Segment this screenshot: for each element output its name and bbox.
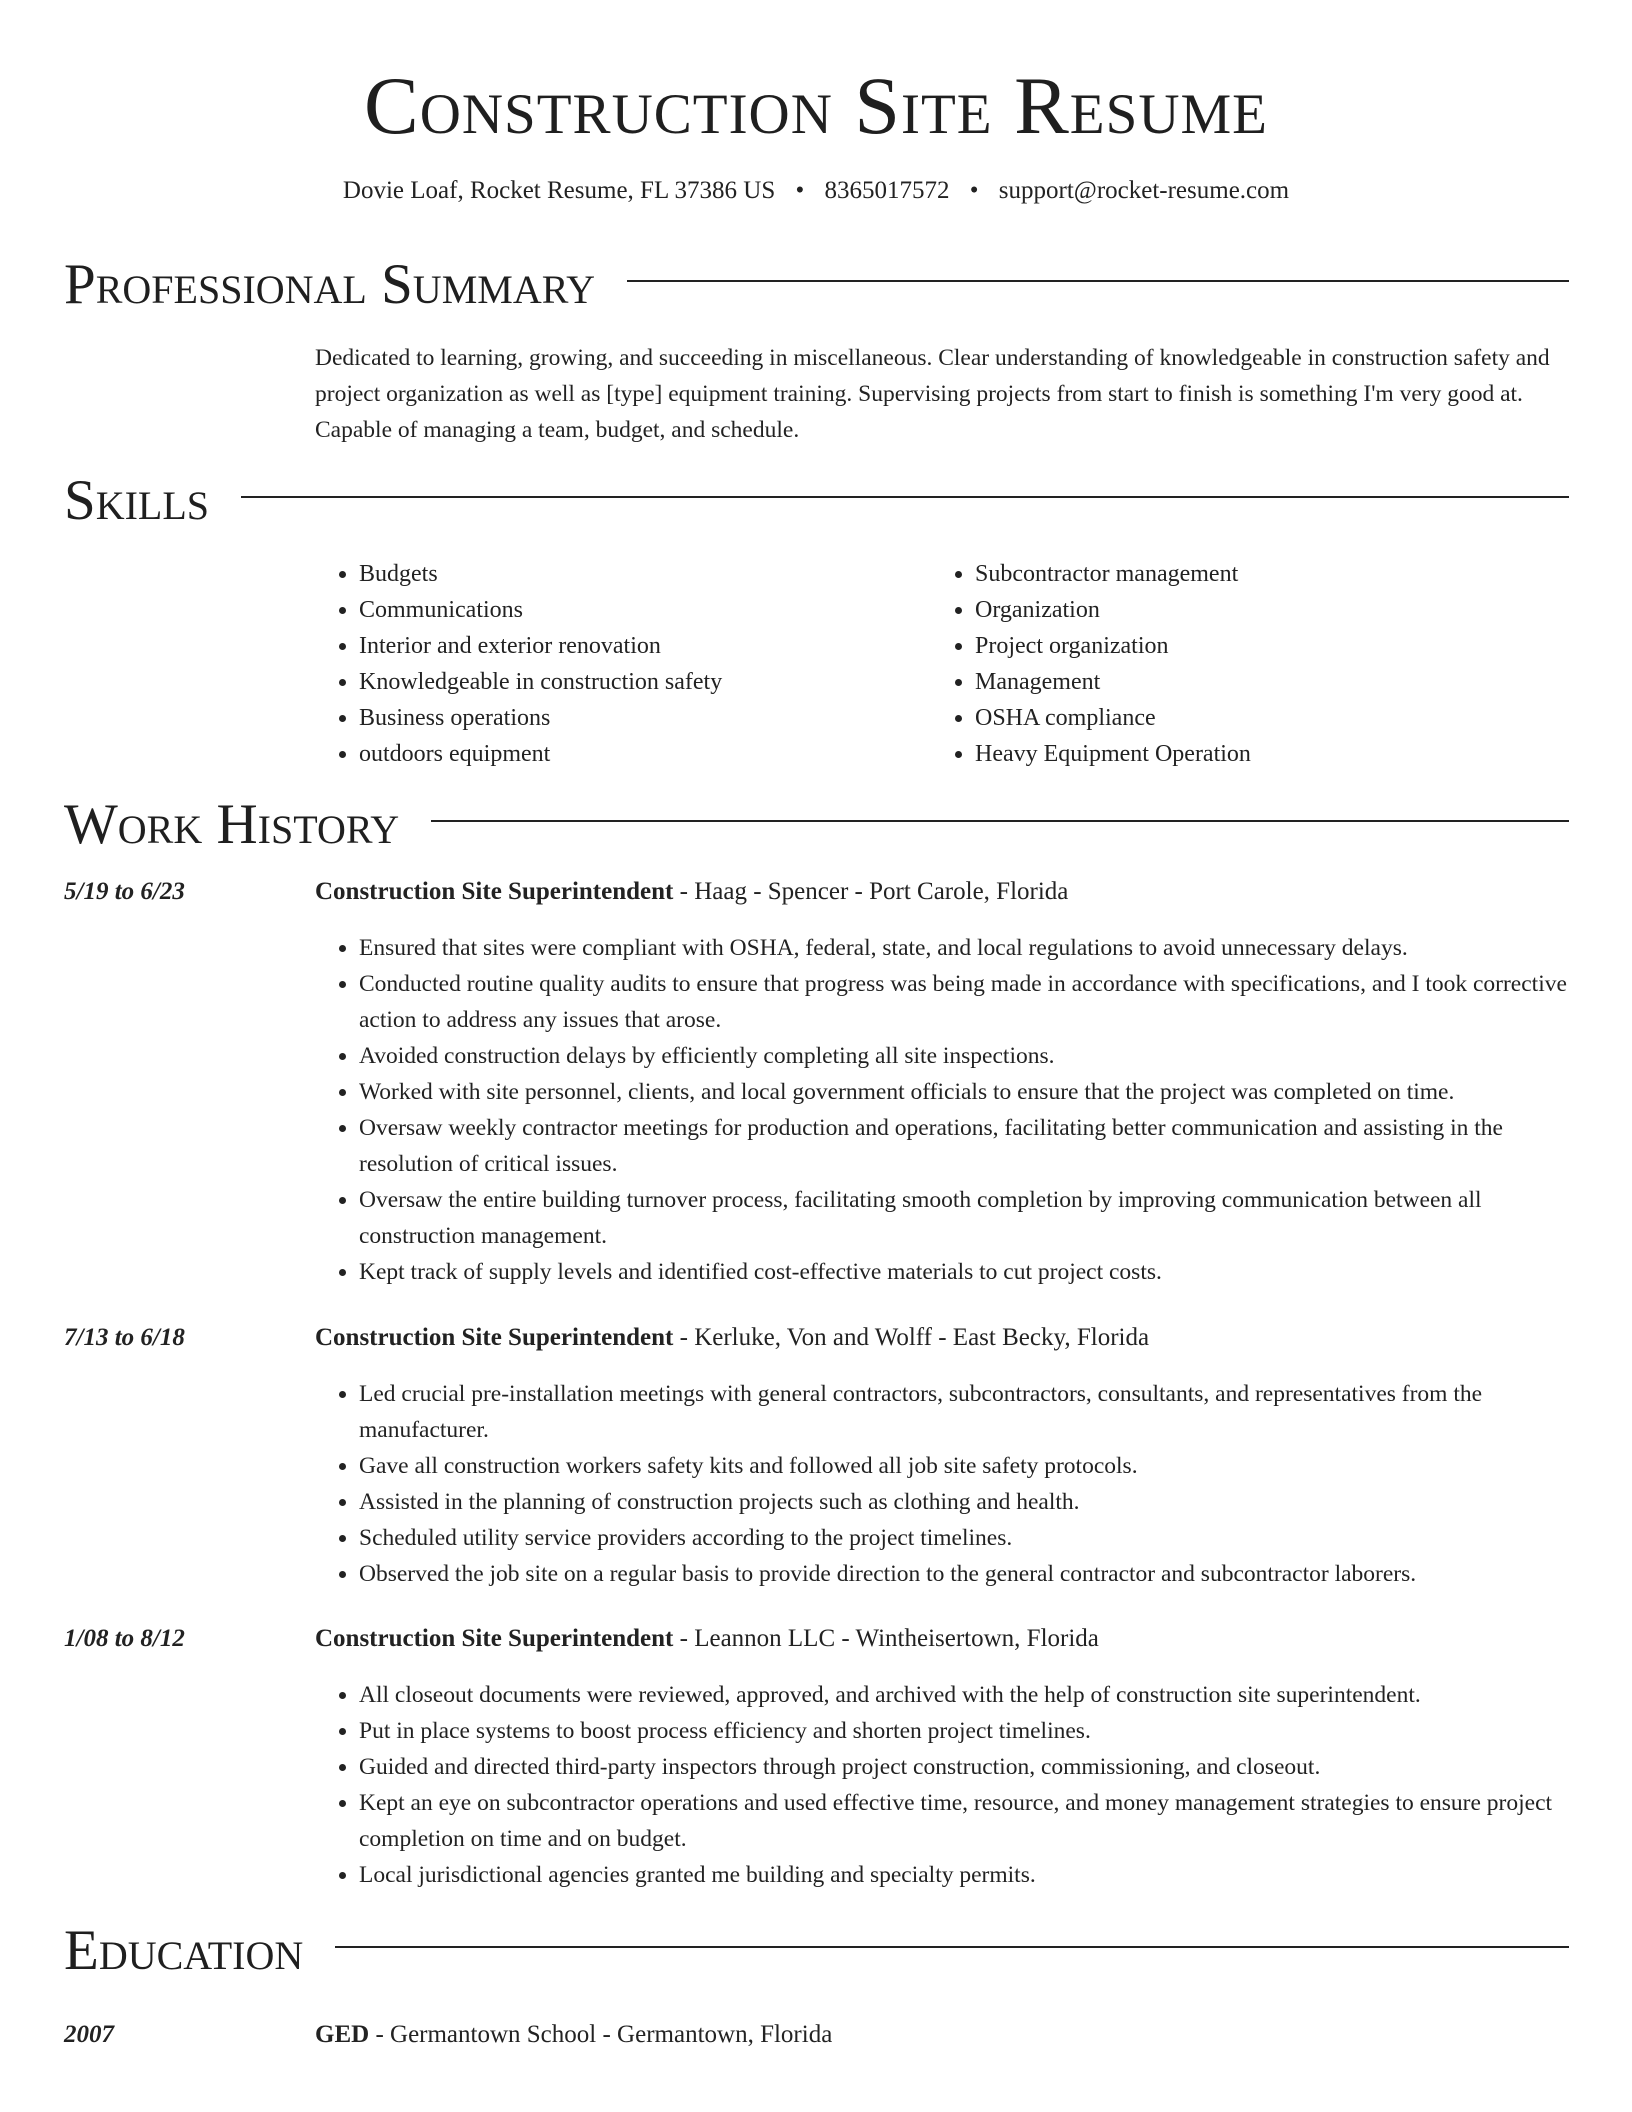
job-header [315,1321,1149,1355]
skill-item: • Interior and exterior renovation [359,628,931,664]
education-header [315,2018,832,2052]
skill-item: • Communications [359,592,931,628]
skills-column-right [931,556,1547,772]
section-skills-title: Skills [64,469,210,532]
section-summary-heading [64,252,1569,318]
job-bullet-item: • Ensured that sites were compliant with OSHA, federal, state, and local regulations to avoid unnecessary delays. [359,930,1569,966]
job-details: - Leannon LLC - Wintheisertown, Florida [673,1625,1099,1652]
contact-phone: 8365017572 [824,177,950,204]
job-header [315,1622,1099,1656]
job-bullet-item: • Observed the job site on a regular basis to provide direction to the general contractor and subcontractor laborers. [359,1556,1569,1592]
job-bullet-item: • Conducted routine quality audits to ensure that progress was being made in accordance with specifications, and I took corrective action to address any issues that arose. [359,966,1569,1038]
skill-item: • Heavy Equipment Operation [975,736,1547,772]
section-divider [627,280,1569,282]
job-bullet-item: • Kept an eye on subcontractor operations and used effective time, resource, and money management strategies to ensure project completion on time and on budget. [359,1785,1569,1857]
contact-line [0,175,1632,207]
section-summary-title: Professional Summary [64,253,596,316]
job-bullet-item: • Kept track of supply levels and identified cost-effective materials to cut project costs. [359,1254,1569,1290]
job-bullet-item: • Assisted in the planning of construction projects such as clothing and health. [359,1484,1569,1520]
job-bullet-item: • Gave all construction workers safety kits and followed all job site safety protocols. [359,1448,1569,1484]
skill-item: • Project organization [975,628,1547,664]
section-work-title: Work History [64,793,400,856]
job-bullet-item: • All closeout documents were reviewed, approved, and archived with the help of construction site superintendent. [359,1677,1569,1713]
section-skills-heading [64,468,1569,534]
section-divider [335,1946,1569,1948]
skills-column-left [315,556,931,772]
skills-left-list [315,556,931,772]
job-header [315,875,1068,909]
skill-item: • Organization [975,592,1547,628]
section-work-heading [64,792,1569,858]
job-dates: 7/13 to 6/18 [64,1324,185,1351]
job-details: - Kerluke, Von and Wolff - East Becky, Florida [673,1324,1150,1351]
contact-separator: • [969,177,979,204]
summary-text: Dedicated to learning, growing, and succeeding in miscellaneous. Clear understanding of knowledgeable in construction safety and project organization as well as [type] equipment training. Supervising projects from start to finish is something I'm very good at. Capable of managing a team, budget, and schedule. [315,345,1550,443]
skill-item: • outdoors equipment [359,736,931,772]
job-bullet-item: • Scheduled utility service providers according to the project timelines. [359,1520,1569,1556]
section-education-heading [64,1918,1569,1984]
job-bullet-item: • Local jurisdictional agencies granted me building and specialty permits. [359,1857,1569,1893]
job-bullet-item: • Oversaw the entire building turnover process, facilitating smooth completion by improving communication between all construction management. [359,1182,1569,1254]
section-education-title: Education [64,1919,304,1982]
skill-item: • Subcontractor management [975,556,1547,592]
education-year: 2007 [64,2021,114,2048]
skills-right-list [931,556,1547,772]
contact-separator: • [795,177,805,204]
job-bullet-item: • Led crucial pre-installation meetings with general contractors, subcontractors, consultants, and representatives from the manufacturer. [359,1376,1569,1448]
job-title: Construction Site Superintendent [315,1324,674,1351]
skill-item: • Knowledgeable in construction safety [359,664,931,700]
education-details: - Germantown School - Germantown, Florida [369,2021,833,2048]
job-bullet-item: • Worked with site personnel, clients, and local government officials to ensure that the project was completed on time. [359,1074,1569,1110]
contact-address: Dovie Loaf, Rocket Resume, FL 37386 US [342,177,776,204]
skills-list [315,556,1575,772]
section-divider [431,820,1569,822]
resume-title: Construction Site Resume [364,60,1268,151]
job-bullet-item: • Oversaw weekly contractor meetings for production and operations, facilitating better communication and assisting in the resolution of critical issues. [359,1110,1569,1182]
job-bullets [315,1677,1569,1893]
job-bullet-item: • Guided and directed third-party inspectors through project construction, commissioning, and closeout. [359,1749,1569,1785]
job-bullets [315,930,1569,1290]
education-degree: GED [315,2021,370,2048]
job-title: Construction Site Superintendent [315,1625,674,1652]
job-bullets [315,1376,1569,1592]
job-title: Construction Site Superintendent [315,878,674,905]
contact-email: support@rocket-resume.com [998,177,1290,204]
skill-item: • OSHA compliance [975,700,1547,736]
skill-item: • Management [975,664,1547,700]
skill-item: • Business operations [359,700,931,736]
job-dates: 5/19 to 6/23 [64,878,185,905]
job-details: - Haag - Spencer - Port Carole, Florida [673,878,1069,905]
skill-item: • Budgets [359,556,931,592]
job-dates: 1/08 to 8/12 [64,1625,185,1652]
job-bullet-item: • Put in place systems to boost process efficiency and shorten project timelines. [359,1713,1569,1749]
job-bullet-item: • Avoided construction delays by efficiently completing all site inspections. [359,1038,1569,1074]
section-divider [241,496,1569,498]
